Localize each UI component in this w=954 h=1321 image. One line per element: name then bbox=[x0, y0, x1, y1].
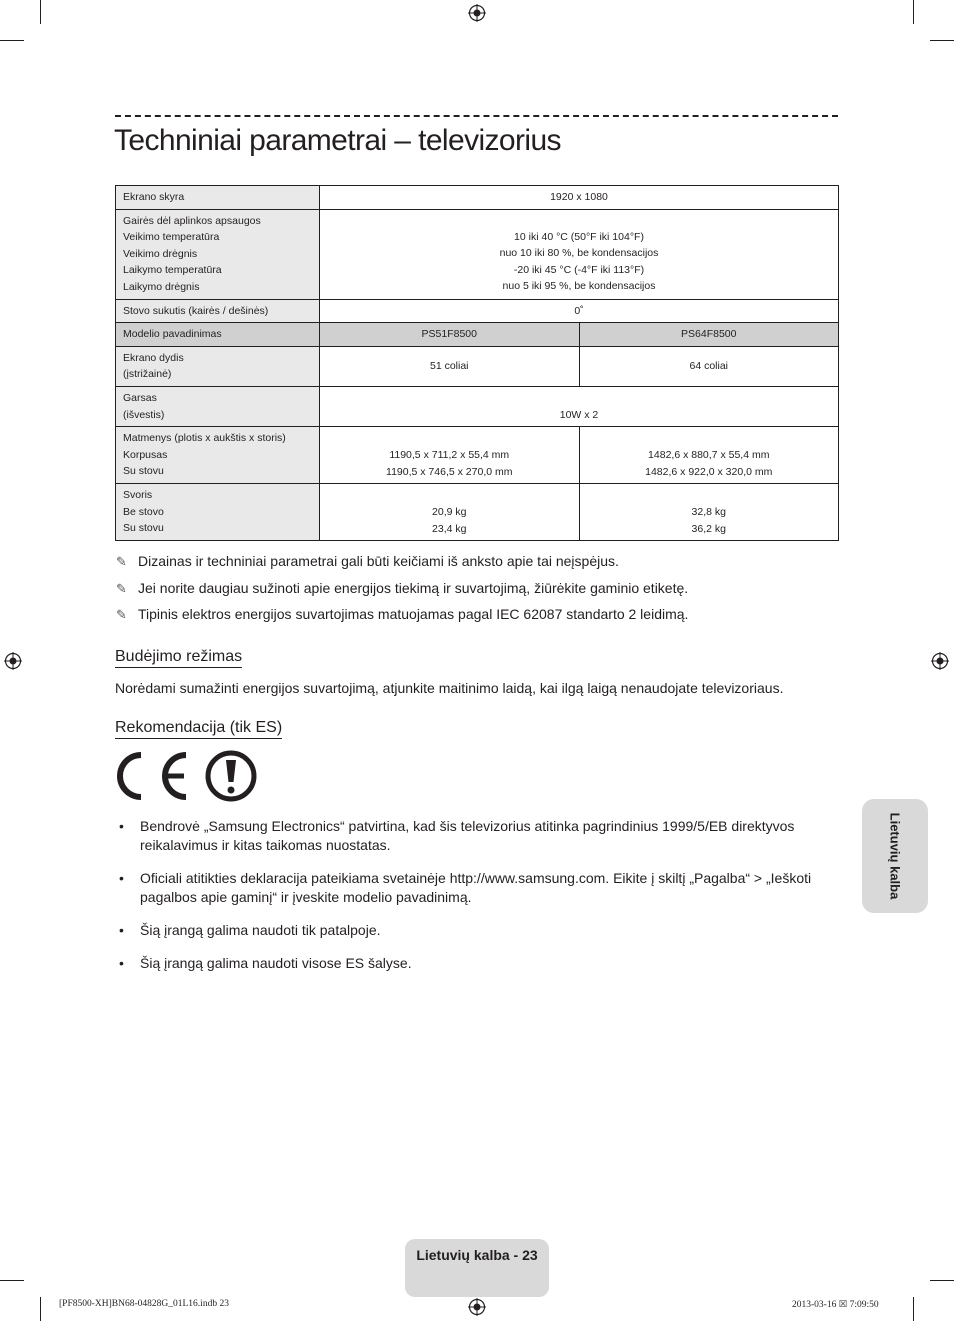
standby-heading: Budėjimo režimas bbox=[115, 648, 242, 668]
spec-value-line: 36,2 kg bbox=[691, 522, 726, 535]
spec-label-line: Laikymo drėgnis bbox=[123, 280, 200, 293]
crop-mark bbox=[930, 40, 954, 41]
spec-label-line: Korpusas bbox=[123, 448, 168, 461]
spec-label bbox=[116, 299, 320, 323]
registration-mark-icon bbox=[468, 1298, 486, 1316]
list-item-line: Šią įrangą galima naudoti visose ES šalyse. bbox=[140, 955, 412, 971]
bullet-icon: • bbox=[119, 818, 124, 834]
model-name-cell bbox=[320, 323, 580, 347]
spec-label bbox=[116, 323, 320, 347]
bullet-icon: • bbox=[119, 922, 124, 938]
spec-value bbox=[320, 209, 839, 299]
spec-label bbox=[116, 386, 320, 426]
note-text: Tipinis elektros energijos suvartojimas matuojamas pagal IEC 62087 standarto 2 leidimą. bbox=[138, 606, 689, 622]
crop-mark bbox=[0, 40, 24, 41]
page-number-label: Lietuvių kalba - 23 bbox=[416, 1247, 538, 1263]
spec-label bbox=[116, 186, 320, 210]
note-pencil-icon: ✎ bbox=[116, 581, 127, 596]
model-name-cell bbox=[579, 323, 839, 347]
list-item-line: reikalavimus ir kitas taikomas nuostatas. bbox=[140, 837, 391, 853]
crop-mark bbox=[40, 1297, 41, 1321]
list-item-line: Oficiali atitikties deklaracija pateikiama svetainėje http://www.samsung.com. Eikite į skiltį „Pagalba“ > „Ieškoti bbox=[140, 870, 812, 886]
table-row bbox=[116, 484, 839, 541]
list-item bbox=[115, 921, 815, 940]
spec-label-line: Be stovo bbox=[123, 505, 164, 518]
spec-label bbox=[116, 484, 320, 541]
note-pencil-icon: ✎ bbox=[116, 607, 127, 622]
list-item bbox=[115, 954, 815, 973]
compliance-marks bbox=[114, 749, 260, 803]
spec-label-line: Matmenys (plotis x aukštis x storis) bbox=[123, 432, 286, 445]
spec-label-line: Ekrano dydis bbox=[123, 351, 184, 364]
ce-mark-icon bbox=[120, 755, 186, 797]
spec-value-line: -20 iki 45 °C (-4°F iki 113°F) bbox=[513, 263, 645, 276]
table-row bbox=[116, 323, 839, 347]
model-row-label: Modelio pavadinimas bbox=[123, 328, 222, 341]
recommendation-heading: Rekomendacija (tik ES) bbox=[115, 719, 282, 739]
table-row bbox=[116, 209, 839, 299]
note-item bbox=[116, 580, 688, 597]
spec-label-line: Veikimo temperatūra bbox=[123, 231, 220, 244]
model-name: PS64F8500 bbox=[681, 328, 737, 341]
crop-mark bbox=[40, 0, 41, 24]
spec-label bbox=[116, 427, 320, 484]
spec-label-line: Stovo sukutis (kairės / dešinės) bbox=[123, 304, 269, 317]
spec-value-line: 1920 x 1080 bbox=[550, 191, 608, 203]
table-row bbox=[116, 299, 839, 323]
specs-table bbox=[115, 185, 839, 541]
spec-value bbox=[320, 186, 839, 210]
recommendation-list bbox=[115, 817, 815, 973]
language-side-tab-label: Lietuvių kalba bbox=[887, 812, 903, 900]
list-item bbox=[115, 869, 815, 907]
spec-label-line: Gairės dėl aplinkos apsaugos bbox=[123, 214, 261, 227]
spec-value-line: 23,4 kg bbox=[432, 522, 467, 535]
spec-value bbox=[320, 427, 580, 484]
standby-text: Norėdami sumažinti energijos suvartojimą, atjunkite maitinimo laidą, kai ilgą laigą nenaudojate televizoriaus. bbox=[115, 680, 784, 696]
spec-value-line: nuo 10 iki 80 %, be kondensacijos bbox=[499, 247, 659, 260]
bullet-icon: • bbox=[119, 955, 124, 971]
crop-mark bbox=[930, 1280, 954, 1281]
note-pencil-icon: ✎ bbox=[116, 554, 127, 569]
crop-mark bbox=[0, 1280, 24, 1281]
table-row bbox=[116, 386, 839, 426]
print-timestamp: 2013-03-16 ☒ 7:09:50 bbox=[792, 1300, 879, 1310]
print-file-info: [PF8500-XH]BN68-04828G_01L16.indb 23 bbox=[59, 1299, 229, 1309]
note-text: Dizainas ir techniniai parametrai gali būti keičiami iš anksto apie tai neįspėjus. bbox=[138, 553, 619, 569]
spec-label-line: Veikimo drėgnis bbox=[123, 247, 198, 260]
registration-mark-icon bbox=[4, 652, 22, 670]
spec-value-line: 1190,5 x 746,5 x 270,0 mm bbox=[386, 465, 513, 478]
alert-mark-icon bbox=[208, 753, 254, 799]
spec-label bbox=[116, 209, 320, 299]
note-text: Jei norite daugiau sužinoti apie energijos tiekimą ir suvartojimą, žiūrėkite gaminio etiketę. bbox=[138, 580, 689, 596]
crop-mark bbox=[913, 1297, 914, 1321]
list-item-line: Bendrovė „Samsung Electronics“ patvirtina, kad šis televizorius atitinka pagrindinius 1999/5/EB direktyvos bbox=[140, 818, 795, 834]
spec-label-line: Garsas bbox=[123, 391, 157, 404]
spec-value-line: nuo 5 iki 95 %, be kondensacijos bbox=[502, 280, 656, 293]
note-item bbox=[116, 606, 688, 623]
list-item-line: pagalbos apie gaminį“ ir įveskite modelio pavadinimą. bbox=[140, 889, 472, 905]
bullet-icon: • bbox=[119, 870, 124, 886]
spec-value-line: 0˚ bbox=[574, 304, 584, 317]
crop-mark bbox=[913, 0, 914, 24]
list-item-line: Šią įrangą galima naudoti tik patalpoje. bbox=[140, 922, 381, 938]
spec-value-line: 1482,6 x 880,7 x 55,4 mm bbox=[648, 448, 770, 461]
spec-label-line: Su stovu bbox=[123, 522, 164, 535]
spec-value bbox=[320, 386, 839, 426]
language-side-tab bbox=[862, 799, 928, 913]
page-number-tab bbox=[405, 1239, 549, 1297]
spec-value-line: 20,9 kg bbox=[432, 505, 467, 518]
registration-mark-icon bbox=[931, 652, 949, 670]
list-item bbox=[115, 817, 815, 855]
spec-label-line: (išvestis) bbox=[123, 408, 165, 421]
spec-value-line: 10 iki 40 °C (50°F iki 104°F) bbox=[514, 230, 644, 243]
spec-value bbox=[579, 427, 839, 484]
title-divider bbox=[115, 115, 838, 117]
spec-value-line: 1190,5 x 711,2 x 55,4 mm bbox=[389, 448, 510, 461]
spec-label-line: (įstrižainė) bbox=[123, 368, 172, 381]
model-name: PS51F8500 bbox=[421, 328, 477, 341]
spec-label-line: Su stovu bbox=[123, 465, 164, 478]
spec-value-line: 1482,6 x 922,0 x 320,0 mm bbox=[645, 465, 773, 478]
spec-label bbox=[116, 346, 320, 386]
spec-label-line: Ekrano skyra bbox=[123, 191, 185, 203]
spec-value-line: 64 coliai bbox=[689, 360, 729, 373]
table-row bbox=[116, 427, 839, 484]
spec-value bbox=[579, 346, 839, 386]
table-row bbox=[116, 346, 839, 386]
table-row bbox=[116, 186, 839, 210]
spec-value-line: 10W x 2 bbox=[559, 408, 599, 421]
registration-mark-icon bbox=[468, 4, 486, 22]
spec-value bbox=[320, 484, 580, 541]
note-item bbox=[116, 553, 619, 570]
spec-value-line: 32,8 kg bbox=[691, 505, 726, 518]
spec-label-line: Laikymo temperatūra bbox=[123, 264, 222, 277]
spec-value-line: 51 coliai bbox=[429, 360, 469, 373]
spec-value bbox=[579, 484, 839, 541]
spec-label-line: Svoris bbox=[123, 489, 153, 502]
spec-value bbox=[320, 346, 580, 386]
spec-value bbox=[320, 299, 839, 323]
page-title: Techniniai parametrai – televizorius bbox=[114, 124, 561, 157]
